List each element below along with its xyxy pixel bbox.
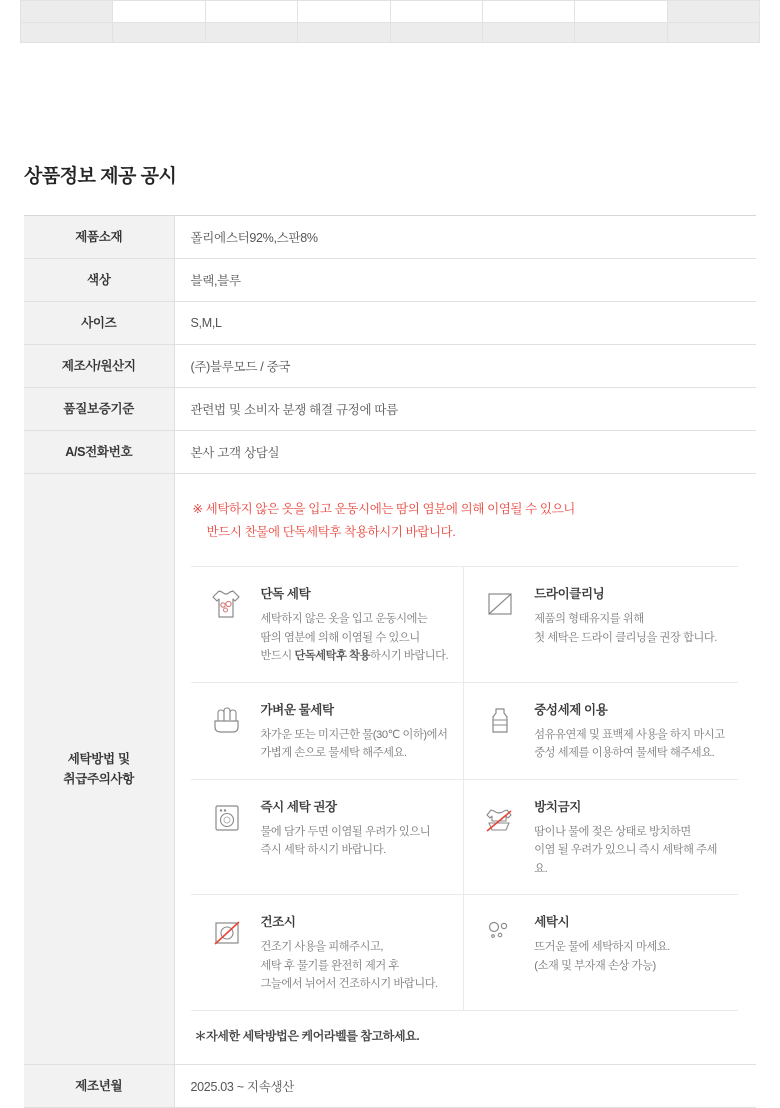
row-value-care [174,474,756,1065]
care-item [464,895,738,1010]
table-cell [21,23,113,43]
care-item-title: 단독 세탁 [260,587,311,602]
row-value-size: S,M,L [174,302,756,345]
care-item-title: 건조시 [260,915,296,930]
table-cell [667,23,759,43]
row-value-warranty: 관련법 및 소비자 분쟁 해결 규정에 따름 [174,388,756,431]
care-item-desc: 세탁하지 않은 옷을 입고 운동시에는 땀의 염분에 의해 이염될 수 있으니 반드시 단독세탁후 착용하시기 바랍니다. [260,613,449,663]
page-title: 상품정보 제공 공시 [24,166,177,187]
table-row [24,216,756,259]
table-cell [482,1,574,23]
table-cell [390,1,482,23]
table-row [24,431,756,474]
care-warning [191,498,757,544]
table-row [24,259,756,302]
care-item-desc: 차가운 또는 미지근한 물(30℃ 이하)에서 가볍게 손으로 물세탁 해주세요. [260,728,448,760]
row-value-color: 블랙,블루 [174,259,756,302]
table-cell [575,1,667,23]
bubbles-icon [476,911,522,993]
row-label-color: 색상 [24,259,174,302]
row-label-care [24,474,174,1065]
hand-wash-icon [203,699,249,763]
table-cell [205,23,297,43]
care-item-desc: 제품의 형태유지를 위해 첫 세탁은 드라이 클리닝을 권장 합니다. [534,613,718,644]
table-cell [575,23,667,43]
care-item [464,567,738,682]
washing-machine-icon [203,796,249,878]
row-label-warranty: 품질보증기준 [24,388,174,431]
table-row [24,1064,756,1107]
care-item [464,780,738,895]
table-cell [21,1,113,23]
table-row [21,1,760,23]
care-item-title: 드라이클리닝 [534,587,605,602]
row-value-as-phone: 본사 고객 상담실 [174,431,756,474]
care-item-title: 세탁시 [534,915,570,930]
table-cell [667,1,759,23]
row-value-manufacture-date: 2025.03 ~ 지속생산 [174,1064,756,1107]
care-item-title: 즉시 세탁 권장 [260,799,337,814]
table-row [24,302,756,345]
care-note: ＊자세한 세탁방법은 케어라벨를 참고하세요. [194,1028,420,1043]
row-label-size: 사이즈 [24,302,174,345]
table-cell [113,23,205,43]
row-label-material: 제품소재 [24,216,174,259]
row-label-manufacture-date: 제조년월 [24,1064,174,1107]
table-row [24,345,756,388]
care-warning-line1: ※ 세탁하지 않은 옷을 입고 운동시에는 땀의 염분에 의해 이염될 수 있으니 [192,502,575,516]
table-row [24,388,756,431]
table-cell [205,1,297,23]
row-label-manufacturer: 제조사/원산지 [24,345,174,388]
dry-clean-icon [476,583,522,665]
care-item [191,683,465,780]
care-warning-line2: 반드시 찬물에 단독세탁후 착용하시기 바랍니다. [206,525,456,540]
table-cell [390,23,482,43]
care-item-desc: 뜨거운 물에 세탁하지 마세요. (소재 및 부자재 손상 가능) [534,941,670,972]
top-partial-table [20,0,760,43]
row-value-manufacturer: (주)블루모드 / 중국 [174,345,756,388]
table-row [21,23,760,43]
care-icon-grid [191,566,739,1010]
row-label-as-phone: A/S전화번호 [24,431,174,474]
table-cell [482,23,574,43]
care-item-desc: 땀이나 물에 젖은 상태로 방치하면 이염 될 우려가 있으니 즉시 세탁해 주세요. [534,825,718,875]
tshirt-wash-icon [203,583,249,665]
care-item-desc: 섬유유연제 및 표백제 사용을 하지 마시고 중성 세제를 이용하여 물세탁 해주세요. [534,728,725,760]
table-cell [113,1,205,23]
product-info-table [24,215,756,1108]
care-label-line1: 세탁방법 및 [67,751,130,766]
care-item [191,895,465,1010]
table-cell [298,23,390,43]
care-item [191,780,465,895]
table-row-care [24,474,756,1065]
care-item-desc: 물에 담가 두면 이염될 우려가 있으니 즉시 세탁 하시기 바랍니다. [260,825,431,857]
no-soak-icon [476,796,522,878]
care-item [191,567,465,682]
row-value-material: 폴리에스터92%,스판8% [174,216,756,259]
care-item-title: 방치금지 [534,799,581,814]
care-item [464,683,738,780]
no-tumble-dry-icon [203,911,249,993]
care-item-title: 중성세제 이용 [534,702,608,717]
care-item-title: 가벼운 물세탁 [260,702,334,717]
detergent-bottle-icon [476,699,522,763]
care-item-desc: 건조기 사용을 피해주시고, 세탁 후 물기를 완전히 제거 후 그늘에서 뉘어서 건조하시기 바랍니다. [260,941,438,991]
table-cell [298,1,390,23]
care-label-line2: 취급주의사항 [63,771,135,786]
